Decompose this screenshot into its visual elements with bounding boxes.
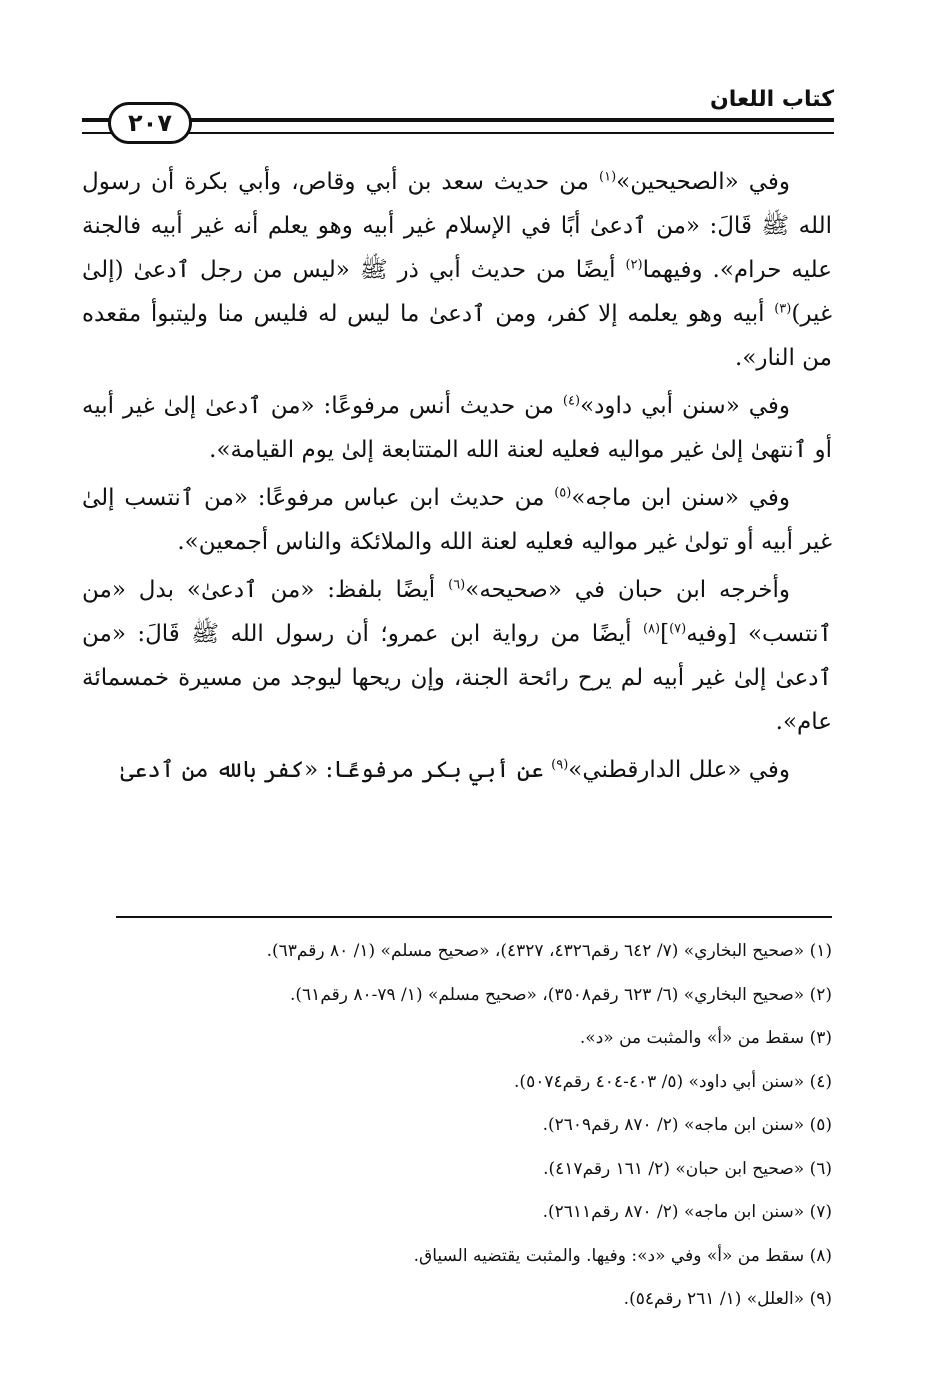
- footnote: (٦) «صحيح ابن حبان» (٢/ ١٦١ رقم٤١٧).: [543, 1158, 832, 1179]
- footnote-ref: (٨): [642, 621, 661, 637]
- main-text: [82, 160, 832, 796]
- footnote: (٢) «صحيح البخاري» (٦/ ٦٢٣ رقم٣٥٠٨)، «صحيح مسلم» (١/ ٧٩-٨٠ رقم٦١).: [290, 984, 832, 1005]
- book-title: كتاب اللعان: [709, 87, 834, 112]
- footnote: (٧) «سنن ابن ماجه» (٢/ ٨٧٠ رقم٢٦١١).: [542, 1202, 832, 1222]
- footnote-separator: [116, 916, 832, 918]
- paragraph: وفي «علل الدارقطني»$^{(٩)}$ عن أبي بكر مرفوعًا: «كفر بالله من ٱدعىٰ: [120, 757, 790, 783]
- footnote-ref: (٣): [774, 301, 792, 317]
- footnotes: [82, 930, 832, 1322]
- paragraph: وفي «الصحيحين»$^{(١)}$ من حديث سعد بن أبي وقاص، وأبي بكرة أن رسول الله ﷺ قَالَ: «من ٱدعىٰ أبًا في الإسلام غير أبيه وهو يعلم أنه غير أبيه فالجنة عليه حرام». وفيهما$^{(٢)}$ أيضًا من حديث أبي ذر ﷺ «ليس من رجل ٱدعىٰ (إلىٰ غير)$^{(٣)}$ أبيه وهو يعلمه إلا كفر، ومن ٱدعىٰ ما ليس له فليس منا وليتبوأ مقعده من النار».: [82, 169, 832, 371]
- footnote-ref: (٤): [562, 393, 581, 409]
- footnote-ref: (٥): [554, 485, 572, 501]
- page-header: [82, 82, 834, 142]
- paragraph: وأخرجه ابن حبان في «صحيحه»$^{(٦)}$ أيضًا بلفظ: «من ٱدعىٰ» بدل «من ٱنتسب» [وفيه$^{(٧)}$]$^{(٨)}$ أيضًا من رواية ابن عمرو؛ أن رسول الله ﷺ قَالَ: «من ٱدعىٰ إلىٰ غير أبيه لم يرح رائحة الجنة، وإن ريحها ليوجد من مسيرة خمسمائة عام».: [82, 577, 832, 735]
- footnote-ref: (٩): [551, 757, 569, 773]
- footnote-ref: (٧): [669, 621, 687, 637]
- footnote: (٤) «سنن أبي داود» (٥/ ٤٠٣-٤٠٤ رقم٥٠٧٤).: [514, 1071, 832, 1092]
- footnote: (٣) سقط من «أ» والمثبت من «د».: [579, 1028, 832, 1048]
- footnote: (٨) سقط من «أ» وفي «د»: وفيها. والمثبت يقتضيه السياق.: [413, 1245, 832, 1266]
- footnote: (٥) «سنن ابن ماجه» (٢/ ٨٧٠ رقم٢٦٠٩).: [542, 1115, 832, 1135]
- footnote: (٩) «العلل» (١/ ٢٦١ رقم٥٤).: [623, 1289, 832, 1309]
- paragraph: وفي «سنن ابن ماجه»$^{(٥)}$ من حديث ابن عباس مرفوعًا: «من ٱنتسب إلىٰ غير أبيه أو تولىٰ غير مواليه فعليه لعنة الله والملائكة والناس أجمعين».: [82, 485, 832, 555]
- footnote: (١) «صحيح البخاري» (٧/ ٦٤٢ رقم٤٣٢٦، ٤٣٢٧)، «صحيح مسلم» (١/ ٨٠ رقم٦٣).: [266, 941, 832, 961]
- page-number: ٢٠٧: [108, 102, 192, 144]
- footnote-ref: (٦): [448, 577, 466, 593]
- header-rule: [82, 118, 834, 134]
- paragraph: وفي «سنن أبي داود»$^{(٤)}$ من حديث أنس مرفوعًا: «من ٱدعىٰ إلىٰ غير أبيه أو ٱنتهىٰ إلىٰ غير مواليه فعليه لعنة الله المتتابعة إلىٰ يوم القيامة».: [82, 393, 832, 463]
- footnote-ref: (٢): [625, 257, 643, 273]
- footnote-ref: (١): [599, 169, 617, 185]
